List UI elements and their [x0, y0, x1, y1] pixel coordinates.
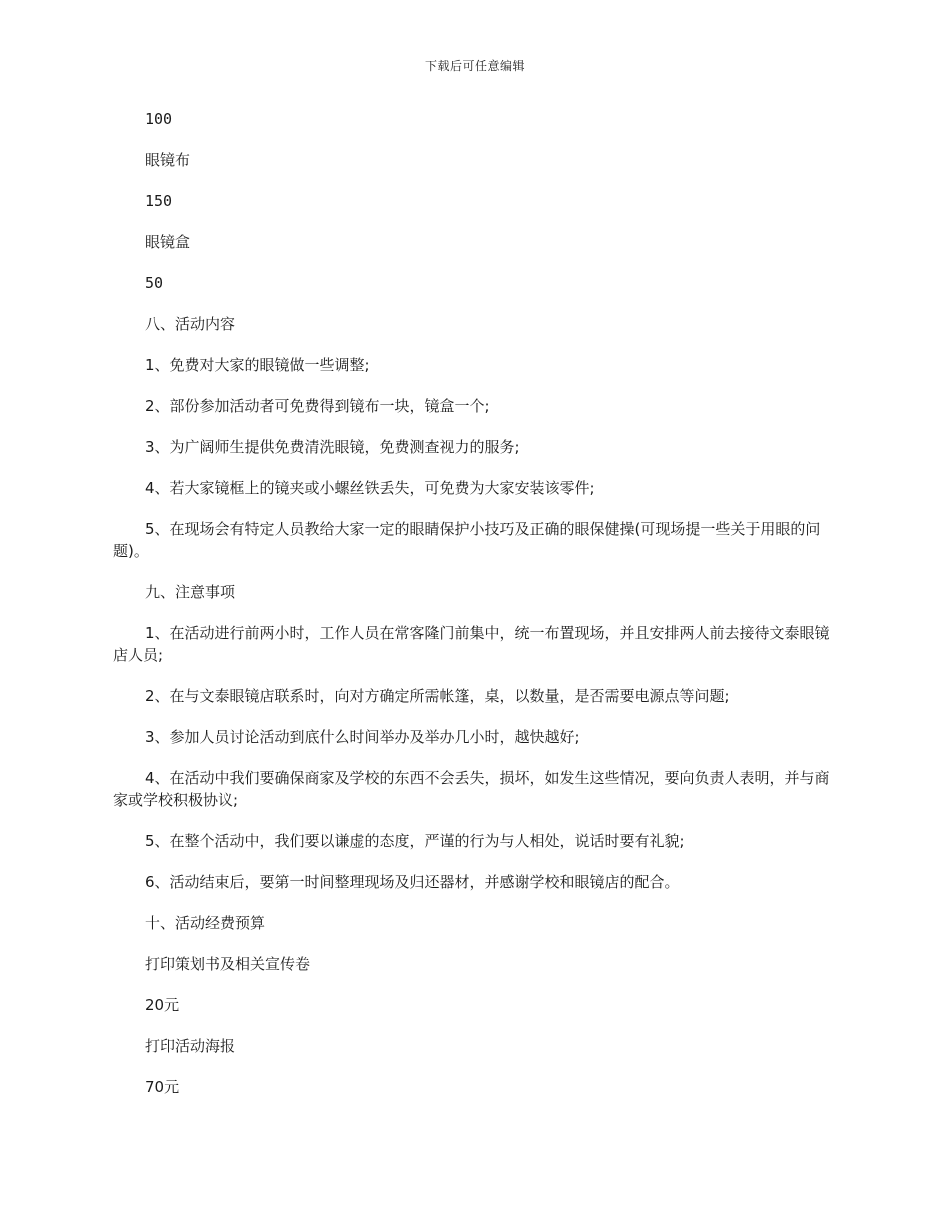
- section-heading: 十、活动经费预算: [145, 914, 266, 932]
- paragraph: 3、参加人员讨论活动到底什么时间举办及举办几小时，越快越好;: [145, 728, 580, 746]
- page-header-note: 下载后可任意编辑: [424, 59, 525, 73]
- paragraph: 眼镜布: [145, 151, 191, 169]
- section-heading: 九、注意事项: [145, 583, 236, 601]
- paragraph: 150: [145, 192, 173, 210]
- paragraph: 20元: [145, 996, 180, 1014]
- paragraph: 3、为广阔师生提供免费清洗眼镜，免费测查视力的服务;: [145, 438, 520, 456]
- paragraph: 眼镜盒: [145, 233, 191, 251]
- paragraph: 1、在活动进行前两小时，工作人员在常客隆门前集中，统一布置现场，并且安排两人前去接待文泰眼镜店人员;: [113, 624, 830, 664]
- paragraph: 4、若大家镜框上的镜夹或小螺丝铁丢失，可免费为大家安装该零件;: [145, 479, 595, 497]
- document-body: [113, 108, 835, 1117]
- paragraph: 打印策划书及相关宣传卷: [145, 955, 311, 973]
- paragraph: 100: [145, 110, 173, 128]
- paragraph: 2、在与文泰眼镜店联系时，向对方确定所需帐篷，桌，以数量，是否需要电源点等问题;: [145, 687, 730, 705]
- paragraph: 2、部份参加活动者可免费得到镜布一块，镜盒一个;: [145, 397, 490, 415]
- paragraph: 70元: [145, 1078, 180, 1096]
- paragraph: 6、活动结束后，要第一时间整理现场及归还器材，并感谢学校和眼镜店的配合。: [145, 873, 680, 891]
- paragraph: 1、免费对大家的眼镜做一些调整;: [145, 356, 370, 374]
- paragraph: 4、在活动中我们要确保商家及学校的东西不会丢失，损坏，如发生这些情况，要向负责人表明，并与商家或学校积极协议;: [113, 769, 830, 809]
- paragraph: 5、在整个活动中，我们要以谦虚的态度，严谨的行为与人相处，说话时要有礼貌;: [145, 832, 685, 850]
- section-heading: 八、活动内容: [145, 315, 236, 333]
- paragraph: 5、在现场会有特定人员教给大家一定的眼睛保护小技巧及正确的眼保健操(可现场提一些关于用眼的问题)。: [113, 520, 821, 560]
- paragraph: 打印活动海报: [145, 1037, 236, 1055]
- paragraph: 50: [145, 274, 164, 292]
